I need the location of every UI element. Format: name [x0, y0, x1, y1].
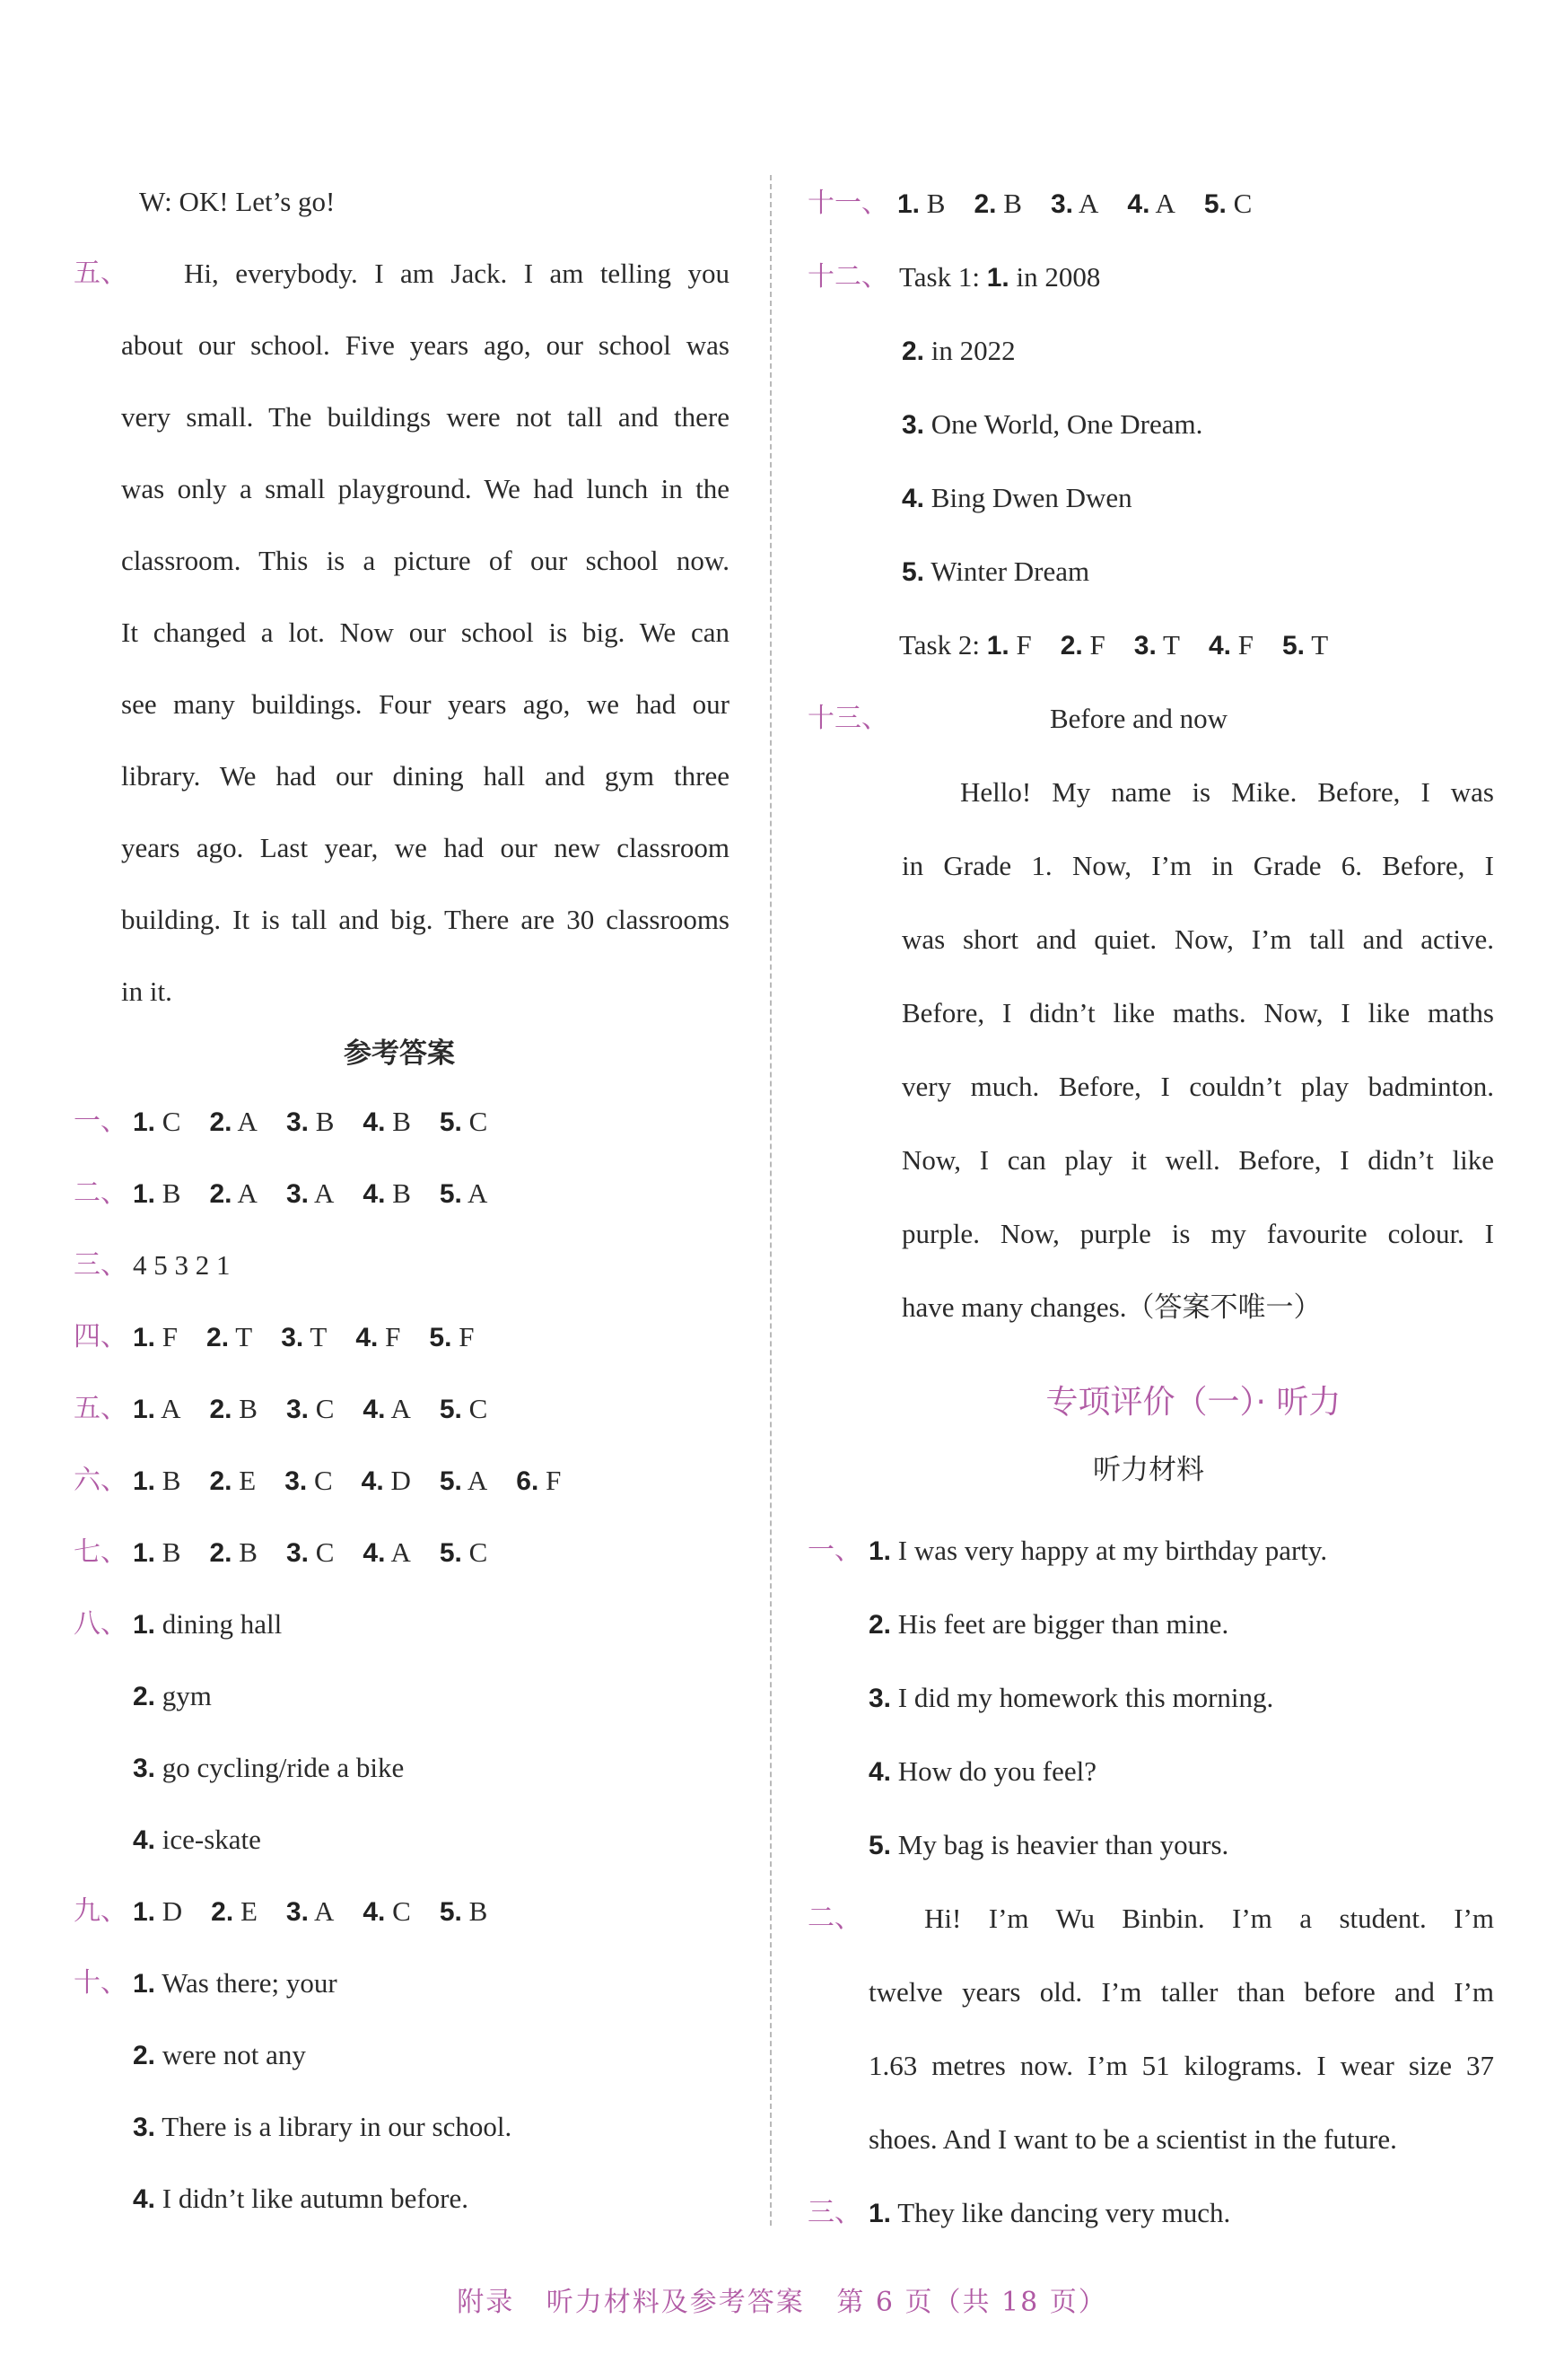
- listening-1-item: [869, 1754, 1097, 1790]
- item-number: 3.: [285, 1179, 309, 1209]
- answer-row: [133, 1463, 561, 1500]
- item-number: 2.: [902, 337, 925, 366]
- footer-page: 第 6 页（共 18 页）: [836, 2287, 1107, 2318]
- section-marker-8: 八、: [74, 1608, 127, 1640]
- section-8-item: [133, 1678, 212, 1715]
- item-answer: B: [155, 1536, 181, 1568]
- item-answer: A: [461, 1177, 488, 1209]
- item-answer: C: [1226, 188, 1253, 219]
- item-answer: B: [308, 1106, 335, 1137]
- section-marker-11: 十一、: [808, 188, 888, 219]
- answer-marker: 二、: [74, 1177, 127, 1209]
- item-answer: A: [461, 1465, 488, 1496]
- item-number: 1.: [986, 631, 1009, 661]
- listening-1-item: [869, 1827, 1228, 1864]
- passage-line: was only a small playground. We had lunch in the: [121, 473, 730, 504]
- answer-marker: 六、: [74, 1465, 127, 1496]
- item-answer: I didn’t like autumn before.: [155, 2183, 468, 2214]
- item-answer: F: [451, 1321, 475, 1352]
- item-answer: C: [461, 1106, 488, 1137]
- item-answer: C: [385, 1895, 411, 1927]
- section-8-item: [133, 1822, 261, 1859]
- item-number: 1.: [133, 1107, 156, 1137]
- answer-row: [133, 1319, 474, 1356]
- essay-line: in Grade 1. Now, I’m in Grade 6. Before, I: [902, 850, 1494, 881]
- special-eval-title: 专项评价（一）· 听力: [1045, 1384, 1341, 1421]
- item-number: 1.: [133, 1466, 156, 1496]
- item-number: 3.: [133, 2113, 156, 2142]
- item-number: 6.: [516, 1466, 539, 1496]
- item-answer: B: [155, 1465, 181, 1496]
- item-number: 5.: [439, 1107, 462, 1137]
- listening-2-line: 1.63 metres now. I’m 51 kilograms. I wear size 37: [869, 2050, 1494, 2081]
- column-divider: [770, 175, 772, 2226]
- item-number: 3.: [285, 1538, 309, 1568]
- answer-marker: 七、: [74, 1536, 127, 1568]
- item-answer: F: [1009, 629, 1032, 661]
- answer-row: [133, 1391, 487, 1428]
- section-10-item: [133, 2037, 306, 2074]
- item-answer: I did my homework this morning.: [891, 1682, 1274, 1713]
- item-number: 4.: [363, 1395, 386, 1424]
- item-number: 2.: [133, 1682, 156, 1711]
- answer-marker: 四、: [74, 1321, 127, 1352]
- answer-row: [133, 1104, 487, 1141]
- task1-item: [902, 407, 1202, 443]
- item-number: 4.: [363, 1179, 386, 1209]
- item-number: 3.: [1133, 631, 1157, 661]
- item-number: 1.: [133, 1610, 156, 1640]
- item-number: 1.: [869, 2199, 892, 2228]
- listening-marker-3: 三、: [808, 2197, 861, 2228]
- item-number: 4.: [869, 1757, 892, 1787]
- item-answer: My bag is heavier than yours.: [891, 1829, 1229, 1860]
- answers-heading: 参考答案: [344, 1037, 455, 1070]
- item-answer: B: [232, 1393, 258, 1424]
- item-number: 1.: [897, 189, 921, 219]
- section-marker-5: 五、: [74, 258, 127, 289]
- item-answer: C: [308, 1393, 335, 1424]
- item-answer: They like dancing very much.: [891, 2197, 1231, 2228]
- section-8-item: [133, 1750, 404, 1787]
- item-answer: T: [1305, 629, 1329, 661]
- answer-marker: 三、: [74, 1249, 127, 1281]
- item-answer: His feet are bigger than mine.: [891, 1608, 1229, 1640]
- listening-3-item: [869, 2195, 1230, 2232]
- section-marker-12: 十二、: [808, 261, 888, 293]
- item-answer: B: [461, 1895, 488, 1927]
- answer-row: [133, 1535, 487, 1571]
- item-answer: T: [1156, 629, 1180, 661]
- item-number: 3.: [285, 1107, 309, 1137]
- essay-line: Now, I can play it well. Before, I didn’t like: [902, 1144, 1494, 1176]
- item-number: 5.: [439, 1466, 462, 1496]
- item-number: 3.: [902, 410, 925, 440]
- item-answer: C: [155, 1106, 181, 1137]
- item-number: 5.: [1203, 189, 1227, 219]
- item-answer: A: [385, 1536, 411, 1568]
- answer-marker: 五、: [74, 1393, 127, 1424]
- section-marker-9: 九、: [74, 1895, 127, 1927]
- item-number: 3.: [284, 1466, 308, 1496]
- essay-line: purple. Now, purple is my favourite colour. I: [902, 1218, 1494, 1249]
- item-answer: One World, One Dream.: [924, 408, 1203, 440]
- item-number: 3.: [869, 1684, 892, 1713]
- essay-line: was short and quiet. Now, I’m tall and active.: [902, 923, 1494, 955]
- item-answer: D: [155, 1895, 183, 1927]
- task1-label: Task 1:: [899, 261, 987, 293]
- task2-row: [899, 627, 1328, 664]
- listening-1-item: [869, 1533, 1327, 1570]
- item-number: 3.: [281, 1323, 304, 1352]
- item-answer: B: [996, 188, 1022, 219]
- item-answer: B: [920, 188, 946, 219]
- task2-label: Task 2:: [899, 629, 987, 661]
- essay-line: Hello! My name is Mike. Before, I was: [960, 776, 1494, 808]
- section-9-row: [133, 1894, 487, 1930]
- item-answer: B: [385, 1177, 411, 1209]
- passage-line: It changed a lot. Now our school is big. We can: [121, 617, 730, 648]
- item-number: 4.: [902, 484, 925, 513]
- essay-line: Before, I didn’t like maths. Now, I like maths: [902, 997, 1494, 1028]
- listening-2-line: twelve years old. I’m taller than before and I’m: [869, 1976, 1494, 2008]
- item-number: 5.: [1281, 631, 1306, 661]
- item-answer: T: [229, 1321, 253, 1352]
- passage-line: in it.: [121, 976, 172, 1007]
- answer-row: [133, 1176, 487, 1212]
- task1-item: [902, 554, 1089, 591]
- item-answer: D: [383, 1465, 411, 1496]
- item-answer: F: [1082, 629, 1105, 661]
- section-8-item: [133, 1606, 282, 1643]
- item-number: 3.: [133, 1754, 156, 1783]
- section-10-item: [133, 2109, 511, 2146]
- item-answer: A: [1072, 188, 1099, 219]
- item-answer: go cycling/ride a bike: [155, 1752, 405, 1783]
- item-number: 4.: [1208, 631, 1231, 661]
- listening-1-item: [869, 1680, 1273, 1717]
- item-answer: F: [1230, 629, 1254, 661]
- listening-1-item: [869, 1606, 1228, 1643]
- passage-line: Hi, everybody. I am Jack. I am telling you: [184, 258, 730, 289]
- item-number: 3.: [1050, 189, 1073, 219]
- item-number: 3.: [285, 1395, 309, 1424]
- item-number: 1.: [133, 1179, 156, 1209]
- passage-line: classroom. This is a picture of our school now.: [121, 545, 730, 576]
- item-answer: dining hall: [155, 1608, 283, 1640]
- item-number: 2.: [211, 1897, 234, 1927]
- item-answer: A: [155, 1393, 181, 1424]
- section-marker-13: 十三、: [808, 703, 888, 734]
- item-number: 4.: [363, 1107, 386, 1137]
- section-marker-10: 十、: [74, 1967, 127, 1999]
- item-answer: How do you feel?: [891, 1755, 1097, 1787]
- item-answer: A: [385, 1393, 411, 1424]
- item-answer: Winter Dream: [924, 556, 1090, 587]
- passage-line: building. It is tall and big. There are 30 classrooms: [121, 904, 730, 935]
- section-10-item: [133, 2181, 468, 2218]
- task1-item: [902, 333, 1016, 370]
- item-number: 5.: [902, 557, 925, 587]
- task1-row: [899, 259, 1100, 296]
- item-answer: in 2008: [1009, 261, 1101, 293]
- passage-line: see many buildings. Four years ago, we had our: [121, 688, 730, 720]
- section-11-row: [897, 186, 1252, 223]
- item-answer: A: [232, 1177, 258, 1209]
- listening-marker-2: 二、: [808, 1903, 861, 1934]
- item-number: 1.: [869, 1536, 892, 1566]
- item-number: 4.: [363, 1538, 386, 1568]
- item-answer: C: [461, 1393, 488, 1424]
- item-number: 4.: [363, 1897, 386, 1927]
- item-answer: F: [538, 1465, 562, 1496]
- item-answer: Was there; your: [155, 1967, 337, 1999]
- item-number: 1.: [133, 1538, 156, 1568]
- item-number: 5.: [439, 1395, 462, 1424]
- answer-plain: 4 5 3 2 1: [133, 1249, 231, 1281]
- item-number: 5.: [429, 1323, 452, 1352]
- item-number: 5.: [439, 1897, 462, 1927]
- item-number: 2.: [209, 1466, 232, 1496]
- item-number: 2.: [869, 1610, 892, 1640]
- page-footer: [0, 2279, 1564, 2319]
- item-number: 1.: [133, 1395, 156, 1424]
- item-answer: Bing Dwen Dwen: [924, 482, 1132, 513]
- item-answer: F: [155, 1321, 179, 1352]
- item-answer: A: [232, 1106, 258, 1137]
- essay-line: very much. Before, I couldn’t play badminton.: [902, 1071, 1494, 1102]
- essay-title: Before and now: [1050, 703, 1228, 734]
- item-number: 2.: [974, 189, 997, 219]
- passage-line: very small. The buildings were not tall and there: [121, 401, 730, 433]
- item-answer: were not any: [155, 2039, 306, 2070]
- listening-2-line: Hi! I’m Wu Binbin. I’m a student. I’m: [924, 1903, 1494, 1934]
- footer-title: 听力材料及参考答案: [546, 2287, 805, 2318]
- listening-marker-1: 一、: [808, 1535, 861, 1566]
- item-number: 2.: [209, 1395, 232, 1424]
- item-answer: E: [233, 1895, 258, 1927]
- item-answer: B: [385, 1106, 411, 1137]
- section-10-item: [133, 1965, 337, 2002]
- task1-item: [902, 480, 1132, 517]
- item-number: 4.: [361, 1466, 384, 1496]
- item-number: 3.: [285, 1897, 309, 1927]
- item-number: 2.: [1060, 631, 1083, 661]
- item-answer: B: [155, 1177, 181, 1209]
- item-answer: in 2022: [924, 335, 1016, 366]
- item-answer: A: [308, 1177, 335, 1209]
- item-number: 4.: [355, 1323, 379, 1352]
- item-answer: T: [303, 1321, 328, 1352]
- item-answer: I was very happy at my birthday party.: [891, 1535, 1328, 1566]
- item-answer: E: [232, 1465, 257, 1496]
- dialogue-end-line: W: OK! Let’s go!: [139, 186, 336, 217]
- item-answer: C: [308, 1536, 335, 1568]
- item-answer: ice-skate: [155, 1824, 261, 1855]
- passage-line: about our school. Five years ago, our school was: [121, 329, 730, 361]
- item-number: 4.: [133, 2184, 156, 2214]
- item-number: 4.: [1127, 189, 1150, 219]
- passage-line: years ago. Last year, we had our new classroom: [121, 832, 730, 863]
- item-number: 2.: [209, 1538, 232, 1568]
- item-number: 5.: [869, 1831, 892, 1860]
- item-answer: gym: [155, 1680, 212, 1711]
- item-answer: C: [307, 1465, 333, 1496]
- item-answer: F: [378, 1321, 401, 1352]
- item-number: 2.: [206, 1323, 230, 1352]
- item-number: 5.: [439, 1179, 462, 1209]
- item-answer: C: [461, 1536, 488, 1568]
- listening-2-line: shoes. And I want to be a scientist in the future.: [869, 2123, 1397, 2155]
- item-answer: There is a library in our school.: [155, 2111, 512, 2142]
- item-number: 4.: [133, 1825, 156, 1855]
- item-answer: A: [1149, 188, 1175, 219]
- item-number: 1.: [133, 1969, 156, 1999]
- item-number: 1.: [133, 1897, 156, 1927]
- item-answer: B: [232, 1536, 258, 1568]
- item-answer: A: [308, 1895, 335, 1927]
- material-heading: 听力材料: [1093, 1454, 1204, 1486]
- item-number: 2.: [133, 2041, 156, 2070]
- item-number: 2.: [209, 1179, 232, 1209]
- essay-line: have many changes.（答案不唯一）: [902, 1291, 1322, 1323]
- passage-line: library. We had our dining hall and gym three: [121, 760, 730, 792]
- item-number: 1.: [986, 263, 1009, 293]
- item-number: 1.: [133, 1323, 156, 1352]
- item-number: 5.: [439, 1538, 462, 1568]
- item-number: 2.: [209, 1107, 232, 1137]
- footer-appendix: 附录: [457, 2287, 515, 2318]
- answer-marker: 一、: [74, 1106, 127, 1137]
